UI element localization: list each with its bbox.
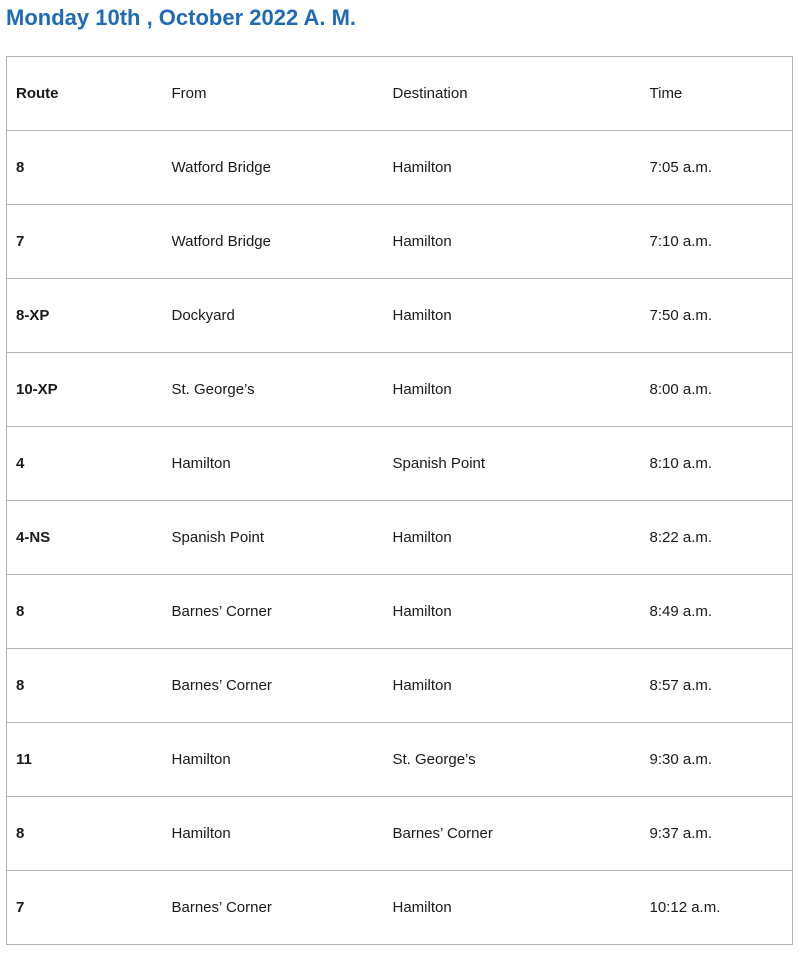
cell-destination: Spanish Point [384, 427, 641, 501]
cell-route: 8 [7, 575, 163, 649]
page-title: Monday 10th , October 2022 A. M. [6, 5, 357, 30]
cell-from: Barnes’ Corner [163, 649, 384, 723]
cell-from: Spanish Point [163, 501, 384, 575]
cell-destination: Hamilton [384, 353, 641, 427]
table-row [7, 649, 793, 723]
cell-from: Barnes’ Corner [163, 871, 384, 945]
table-row [7, 501, 793, 575]
table-header [7, 57, 793, 131]
cell-destination: Hamilton [384, 649, 641, 723]
table-row [7, 131, 793, 205]
table-row [7, 871, 793, 945]
table-row [7, 427, 793, 501]
table-row [7, 353, 793, 427]
table-row [7, 279, 793, 353]
cell-route: 8 [7, 131, 163, 205]
cell-from: Hamilton [163, 797, 384, 871]
table-row [7, 205, 793, 279]
cell-route: 10-XP [7, 353, 163, 427]
header-destination: Destination [384, 57, 641, 131]
cell-route: 4 [7, 427, 163, 501]
schedule-table-container [6, 56, 792, 945]
cell-time: 8:49 a.m. [641, 575, 793, 649]
cell-route: 8-XP [7, 279, 163, 353]
cell-destination: Hamilton [384, 501, 641, 575]
cell-route: 7 [7, 871, 163, 945]
cell-destination: Hamilton [384, 871, 641, 945]
cell-destination: Hamilton [384, 131, 641, 205]
cell-time: 9:37 a.m. [641, 797, 793, 871]
cell-from: Hamilton [163, 427, 384, 501]
header-time: Time [641, 57, 793, 131]
cell-time: 7:10 a.m. [641, 205, 793, 279]
cell-destination: Hamilton [384, 575, 641, 649]
cell-from: Hamilton [163, 723, 384, 797]
cell-time: 7:50 a.m. [641, 279, 793, 353]
cell-from: St. George’s [163, 353, 384, 427]
header-row [7, 57, 793, 131]
cell-route: 8 [7, 649, 163, 723]
cell-route: 4-NS [7, 501, 163, 575]
cell-time: 10:12 a.m. [641, 871, 793, 945]
cell-destination: Hamilton [384, 279, 641, 353]
cell-destination: Hamilton [384, 205, 641, 279]
cell-time: 9:30 a.m. [641, 723, 793, 797]
cell-time: 8:00 a.m. [641, 353, 793, 427]
cell-time: 7:05 a.m. [641, 131, 793, 205]
cell-time: 8:22 a.m. [641, 501, 793, 575]
cell-from: Dockyard [163, 279, 384, 353]
table-row [7, 723, 793, 797]
cell-from: Watford Bridge [163, 131, 384, 205]
table-body [7, 131, 793, 945]
cell-from: Watford Bridge [163, 205, 384, 279]
cell-route: 11 [7, 723, 163, 797]
cell-route: 8 [7, 797, 163, 871]
cell-route: 7 [7, 205, 163, 279]
cell-from: Barnes’ Corner [163, 575, 384, 649]
cell-time: 8:10 a.m. [641, 427, 793, 501]
header-from: From [163, 57, 384, 131]
table-row [7, 797, 793, 871]
header-route: Route [7, 57, 163, 131]
table-row [7, 575, 793, 649]
cell-destination: St. George’s [384, 723, 641, 797]
schedule-table [6, 56, 793, 945]
cell-time: 8:57 a.m. [641, 649, 793, 723]
cell-destination: Barnes’ Corner [384, 797, 641, 871]
